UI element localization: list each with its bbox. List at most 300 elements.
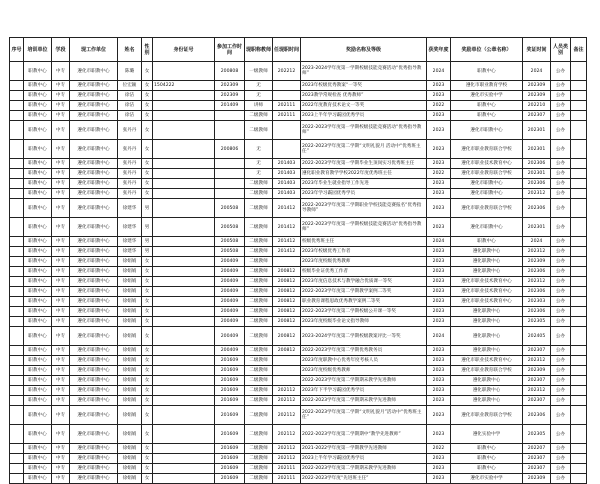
cell-work-unit: 遵化市职教中心 xyxy=(70,327,118,346)
cell-award-issuer: 遵化市职教中心 xyxy=(451,218,523,237)
cell-title: 二级教师 xyxy=(245,386,273,396)
cell-remark xyxy=(571,356,587,366)
cell-training-unit: 职教中心 xyxy=(24,62,52,81)
cell-award-issuer: 职教中心 xyxy=(451,444,523,454)
table-row xyxy=(10,297,587,307)
cell-award-year: 2022 xyxy=(427,444,451,454)
cell-staff-type: 公办 xyxy=(551,257,571,267)
header-award-name: 奖励名称及等级 xyxy=(301,38,427,62)
cell-id-number xyxy=(153,474,215,484)
cell-stage: 中专 xyxy=(52,247,70,257)
cell-cert-date: 202301 xyxy=(523,140,551,159)
cell-remark xyxy=(571,189,587,199)
cell-stage: 中专 xyxy=(52,218,70,237)
cell-award-issuer: 遵化市职教中心 xyxy=(451,121,523,140)
cell-gender: 男 xyxy=(142,247,153,257)
cell-title-date xyxy=(273,91,301,101)
cell-id-number: 1504222 xyxy=(153,81,215,91)
cell-title-date: 202112 xyxy=(273,406,301,425)
cell-remark xyxy=(571,454,587,464)
cell-id-number xyxy=(153,327,215,346)
header-gender: 性别 xyxy=(142,38,153,62)
cell-title-date: 201403 xyxy=(273,169,301,179)
cell-training-unit: 职教中心 xyxy=(24,111,52,121)
cell-training-unit: 职教中心 xyxy=(24,454,52,464)
table-row xyxy=(10,179,587,189)
cell-id-number xyxy=(153,444,215,454)
cell-title: 二级教师 xyxy=(245,454,273,464)
cell-award-issuer: 遵化市职业技术教育中心 xyxy=(451,159,523,169)
cell-cert-date: 202306 xyxy=(523,199,551,218)
cell-id-number xyxy=(153,140,215,159)
cell-award-name: 校级毕业证优秀工作者 xyxy=(301,267,427,277)
cell-award-year: 2023 xyxy=(427,179,451,189)
cell-id-number xyxy=(153,406,215,425)
cell-training-unit: 职教中心 xyxy=(24,406,52,425)
cell-id-number xyxy=(153,62,215,81)
header-remark: 备注 xyxy=(571,38,587,62)
cell-cert-date: 202306 xyxy=(523,267,551,277)
cell-cert-date: 2024 xyxy=(523,62,551,81)
cell-staff-type: 公办 xyxy=(551,356,571,366)
cell-work-unit: 遵化市职教中心 xyxy=(70,121,118,140)
cell-title-date xyxy=(273,376,301,386)
table-row xyxy=(10,267,587,277)
cell-award-name: 2022-2023学年度第一学期校级技能竞赛活动“优秀指导教师” xyxy=(301,218,427,237)
cell-award-issuer: 遵化市职业教育联合学校 xyxy=(451,406,523,425)
cell-start-date: 201609 xyxy=(215,464,245,474)
header-training-unit: 培训单位 xyxy=(24,38,52,62)
cell-award-year: 2022 xyxy=(427,101,451,111)
cell-cert-date: 202312 xyxy=(523,247,551,257)
cell-cert-date: 202306 xyxy=(523,287,551,297)
cell-name: 徐建华 xyxy=(118,199,142,218)
cell-start-date xyxy=(215,159,245,169)
cell-seq xyxy=(10,346,24,356)
cell-name: 徐娟娟 xyxy=(118,356,142,366)
cell-seq xyxy=(10,396,24,406)
cell-title-date: 201403 xyxy=(273,159,301,169)
cell-id-number xyxy=(153,297,215,307)
cell-staff-type: 公办 xyxy=(551,159,571,169)
cell-id-number xyxy=(153,346,215,356)
table-row xyxy=(10,237,587,247)
cell-award-name: 2023年度校级毕业论文指导教师 xyxy=(301,317,427,327)
cell-stage: 中专 xyxy=(52,111,70,121)
cell-title: 二级教师 xyxy=(245,317,273,327)
table-row xyxy=(10,307,587,317)
cell-staff-type: 公办 xyxy=(551,237,571,247)
cell-award-issuer: 遵化市职业教育联合学校 xyxy=(451,169,523,179)
cell-gender: 女 xyxy=(142,179,153,189)
cell-award-year: 2023 xyxy=(427,189,451,199)
cell-stage: 中专 xyxy=(52,237,70,247)
cell-start-date: 202309 xyxy=(215,91,245,101)
cell-remark xyxy=(571,317,587,327)
cell-title: 一级教师 xyxy=(245,62,273,81)
cell-stage: 中专 xyxy=(52,346,70,356)
cell-title: 二级教师 xyxy=(245,237,273,247)
cell-title-date: 201412 xyxy=(273,247,301,257)
cell-work-unit: 遵化市职教中心 xyxy=(70,179,118,189)
cell-cert-date: 2024 xyxy=(523,237,551,247)
cell-title: 二级教师 xyxy=(245,189,273,199)
cell-award-year: 2023 xyxy=(427,346,451,356)
cell-stage: 中专 xyxy=(52,159,70,169)
cell-id-number xyxy=(153,356,215,366)
cell-name: 徐建华 xyxy=(118,237,142,247)
table-row xyxy=(10,425,587,444)
cell-work-unit: 遵化市职教中心 xyxy=(70,346,118,356)
cell-award-issuer: 遵化市职业技术教育中心 xyxy=(451,297,523,307)
cell-award-year: 2024 xyxy=(427,237,451,247)
cell-title: 二级教师 xyxy=(245,179,273,189)
cell-name: 陈璐 xyxy=(118,62,142,81)
cell-remark xyxy=(571,257,587,267)
cell-training-unit: 职教中心 xyxy=(24,91,52,101)
table-row xyxy=(10,81,587,91)
cell-award-issuer: 遵化市实验中学 xyxy=(451,91,523,101)
cell-award-year: 2023 xyxy=(427,396,451,406)
cell-remark xyxy=(571,91,587,101)
cell-award-year: 2023 xyxy=(427,356,451,366)
cell-start-date: 200409 xyxy=(215,267,245,277)
cell-remark xyxy=(571,267,587,277)
header-row xyxy=(10,38,587,62)
cell-award-name: 职业教育课程思政优秀教学案例二等奖 xyxy=(301,297,427,307)
cell-award-year: 2023 xyxy=(427,91,451,101)
cell-id-number xyxy=(153,169,215,179)
cell-award-year: 2023 xyxy=(427,267,451,277)
cell-award-name: 2023-2024学年度第二学期校级教案评比一等奖 xyxy=(301,327,427,346)
cell-award-issuer: 遵化职教中心 xyxy=(451,257,523,267)
cell-gender: 男 xyxy=(142,199,153,218)
cell-staff-type: 公办 xyxy=(551,474,571,484)
cell-staff-type: 公办 xyxy=(551,307,571,317)
cell-remark xyxy=(571,218,587,237)
cell-award-year: 2023 xyxy=(427,247,451,257)
cell-cert-date: 202307 xyxy=(523,111,551,121)
cell-gender: 女 xyxy=(142,356,153,366)
table-row xyxy=(10,159,587,169)
cell-stage: 中专 xyxy=(52,169,70,179)
cell-start-date: 201609 xyxy=(215,356,245,366)
cell-award-year: 2023 xyxy=(427,464,451,474)
cell-gender: 女 xyxy=(142,189,153,199)
cell-stage: 中专 xyxy=(52,356,70,366)
cell-title: 二级教师 xyxy=(245,425,273,444)
cell-seq xyxy=(10,386,24,396)
cell-gender: 女 xyxy=(142,346,153,356)
cell-award-name: 2022-2023学年度第二学期职业学校技能竞赛报名“优秀指导教师” xyxy=(301,199,427,218)
cell-work-unit: 遵化市职教中心 xyxy=(70,366,118,376)
cell-cert-date: 202309 xyxy=(523,91,551,101)
cell-award-issuer: 遵化市实验中学 xyxy=(451,474,523,484)
cell-title: 无 xyxy=(245,140,273,159)
table-row xyxy=(10,169,587,179)
cell-award-year: 2024 xyxy=(427,327,451,346)
cell-staff-type: 公办 xyxy=(551,376,571,386)
header-title: 现职称教师 xyxy=(245,38,273,62)
cell-award-name: 2023教学常规检查 优秀教师” xyxy=(301,91,427,101)
cell-remark xyxy=(571,101,587,111)
cell-award-issuer: 遵化职教中心 xyxy=(451,307,523,317)
cell-staff-type: 公办 xyxy=(551,346,571,356)
cell-training-unit: 职教中心 xyxy=(24,277,52,287)
cell-award-name: 2022-2023学年度第二学期“文明礼貌月 活动中“优秀班主任” xyxy=(301,140,427,159)
cell-training-unit: 职教中心 xyxy=(24,257,52,267)
cell-award-year: 2023 xyxy=(427,218,451,237)
cell-title-date: 202112 xyxy=(273,425,301,444)
cell-start-date: 200409 xyxy=(215,277,245,287)
cell-gender: 女 xyxy=(142,140,153,159)
cell-staff-type: 公办 xyxy=(551,396,571,406)
table-row xyxy=(10,327,587,346)
cell-work-unit: 遵化市职教中心 xyxy=(70,317,118,327)
cell-id-number xyxy=(153,307,215,317)
cell-start-date: 201609 xyxy=(215,454,245,464)
table-row xyxy=(10,101,587,111)
cell-name: 徐娟娟 xyxy=(118,474,142,484)
cell-staff-type: 公办 xyxy=(551,62,571,81)
spreadsheet-sheet xyxy=(9,37,587,484)
table-row xyxy=(10,91,587,101)
cell-cert-date: 202307 xyxy=(523,376,551,386)
cell-remark xyxy=(571,237,587,247)
table-row xyxy=(10,62,587,81)
cell-stage: 中专 xyxy=(52,317,70,327)
cell-award-year: 2023 xyxy=(427,474,451,484)
cell-work-unit: 遵化市职教中心 xyxy=(70,247,118,257)
cell-award-year: 2023 xyxy=(427,376,451,386)
cell-award-name: 2022-2023学年度第一学期校级技能竞赛活动“优秀指导教师” xyxy=(301,121,427,140)
cell-name: 徐洁 xyxy=(118,91,142,101)
cell-id-number xyxy=(153,317,215,327)
cell-seq xyxy=(10,121,24,140)
cell-id-number xyxy=(153,111,215,121)
cell-remark xyxy=(571,386,587,396)
cell-award-name: 校级优秀班主任 xyxy=(301,237,427,247)
cell-seq xyxy=(10,406,24,425)
cell-training-unit: 职教中心 xyxy=(24,267,52,277)
table-row xyxy=(10,287,587,297)
cell-name: 张丹丹 xyxy=(118,169,142,179)
cell-title-date: 200812 xyxy=(273,346,301,356)
cell-training-unit: 职教中心 xyxy=(24,247,52,257)
cell-training-unit: 职教中心 xyxy=(24,218,52,237)
cell-seq xyxy=(10,257,24,267)
cell-title-date: 202212 xyxy=(273,62,301,81)
cell-title: 无 xyxy=(245,159,273,169)
cell-training-unit: 职教中心 xyxy=(24,307,52,317)
cell-award-name: 2022年度教育技术论文一等奖 xyxy=(301,101,427,111)
cell-title: 二级教师 xyxy=(245,297,273,307)
cell-award-name: 2022-2023学年度第二学期期末教学先进教师 xyxy=(301,376,427,386)
cell-name: 位宏颖 xyxy=(118,81,142,91)
cell-name: 徐建华 xyxy=(118,247,142,257)
cell-work-unit: 遵化市职教中心 xyxy=(70,444,118,454)
table-row xyxy=(10,189,587,199)
cell-stage: 中专 xyxy=(52,277,70,287)
cell-training-unit: 职教中心 xyxy=(24,366,52,376)
header-award-year: 获奖年度 xyxy=(427,38,451,62)
cell-remark xyxy=(571,464,587,474)
cell-start-date xyxy=(215,189,245,199)
header-staff-type: 人员类别 xyxy=(551,38,571,62)
cell-title-date: 200812 xyxy=(273,297,301,307)
cell-gender: 男 xyxy=(142,218,153,237)
cell-training-unit: 职教中心 xyxy=(24,179,52,189)
cell-work-unit: 遵化市职教中心 xyxy=(70,218,118,237)
cell-seq xyxy=(10,62,24,81)
cell-stage: 中专 xyxy=(52,199,70,218)
cell-cert-date: 202301 xyxy=(523,218,551,237)
cell-training-unit: 职教中心 xyxy=(24,81,52,91)
cell-award-issuer: 遵化市职教中心 xyxy=(451,179,523,189)
cell-work-unit: 遵化市职教中心 xyxy=(70,267,118,277)
table-row xyxy=(10,346,587,356)
cell-award-issuer: 职教中心 xyxy=(451,111,523,121)
cell-remark xyxy=(571,111,587,121)
cell-seq xyxy=(10,169,24,179)
cell-remark xyxy=(571,444,587,454)
cell-staff-type: 公办 xyxy=(551,169,571,179)
cell-name: 徐娟娟 xyxy=(118,267,142,277)
table-row xyxy=(10,140,587,159)
cell-training-unit: 职教中心 xyxy=(24,444,52,454)
cell-award-year: 2023 xyxy=(427,111,451,121)
cell-remark xyxy=(571,81,587,91)
cell-title-date: 201403 xyxy=(273,189,301,199)
table-row xyxy=(10,121,587,140)
cell-name: 张丹丹 xyxy=(118,121,142,140)
cell-cert-date: 202301 xyxy=(523,169,551,179)
cell-award-name: 2022-2023学年度第二学期校级公开课一等奖 xyxy=(301,307,427,317)
cell-training-unit: 职教中心 xyxy=(24,189,52,199)
cell-seq xyxy=(10,444,24,454)
cell-title-date: 202112 xyxy=(273,396,301,406)
cell-cert-date: 202305 xyxy=(523,317,551,327)
cell-remark xyxy=(571,474,587,484)
cell-title-date: 200812 xyxy=(273,287,301,297)
cell-award-year: 2023 xyxy=(427,317,451,327)
cell-title: 二级教师 xyxy=(245,111,273,121)
table-row xyxy=(10,386,587,396)
cell-award-name: 遵化职业教育教学学校2022年度优秀班主任 xyxy=(301,169,427,179)
table-row xyxy=(10,474,587,484)
cell-start-date: 200409 xyxy=(215,257,245,267)
cell-start-date: 201609 xyxy=(215,396,245,406)
cell-award-year: 2023 xyxy=(427,386,451,396)
cell-remark xyxy=(571,396,587,406)
cell-award-year: 2023 xyxy=(427,297,451,307)
cell-gender: 男 xyxy=(142,237,153,247)
cell-stage: 中专 xyxy=(52,464,70,474)
cell-staff-type: 公办 xyxy=(551,267,571,277)
cell-award-year: 2023 xyxy=(427,81,451,91)
cell-stage: 中专 xyxy=(52,91,70,101)
cell-id-number xyxy=(153,159,215,169)
cell-gender: 女 xyxy=(142,386,153,396)
cell-gender: 女 xyxy=(142,327,153,346)
cell-name: 徐洁 xyxy=(118,111,142,121)
cell-start-date: 200806 xyxy=(215,140,245,159)
cell-award-year: 2023 xyxy=(427,140,451,159)
cell-gender: 女 xyxy=(142,425,153,444)
cell-award-year: 2023 xyxy=(427,121,451,140)
cell-gender: 女 xyxy=(142,287,153,297)
cell-stage: 中专 xyxy=(52,307,70,317)
cell-title-date: 200812 xyxy=(273,267,301,277)
table-row xyxy=(10,317,587,327)
cell-title: 二级教师 xyxy=(245,464,273,474)
cell-award-name: 2023年度信息技术与教学融合优质课一等奖 xyxy=(301,277,427,287)
cell-seq xyxy=(10,111,24,121)
cell-seq xyxy=(10,247,24,257)
cell-award-issuer: 遵化市职业技术教育中心 xyxy=(451,287,523,297)
cell-award-name: 2022-2023学年度“先进班主任” xyxy=(301,474,427,484)
cell-seq xyxy=(10,474,24,484)
cell-award-name: 2022-2023学年度第二学期期中“教学先进教师” xyxy=(301,425,427,444)
cell-work-unit: 遵化市职教中心 xyxy=(70,81,118,91)
cell-seq xyxy=(10,179,24,189)
cell-gender: 女 xyxy=(142,474,153,484)
cell-title: 二级教师 xyxy=(245,267,273,277)
cell-seq xyxy=(10,140,24,159)
cell-work-unit: 遵化市职教中心 xyxy=(70,62,118,81)
cell-training-unit: 职教中心 xyxy=(24,356,52,366)
cell-title-date: 201412 xyxy=(273,237,301,247)
cell-gender: 女 xyxy=(142,159,153,169)
cell-title: 二级教师 xyxy=(245,356,273,366)
cell-seq xyxy=(10,376,24,386)
cell-cert-date: 202309 xyxy=(523,81,551,91)
cell-gender: 女 xyxy=(142,366,153,376)
cell-start-date: 200409 xyxy=(215,287,245,297)
cell-award-name: 2023年度校级优秀教师 xyxy=(301,366,427,376)
cell-gender: 女 xyxy=(142,101,153,111)
cell-training-unit: 职教中心 xyxy=(24,346,52,356)
cell-training-unit: 职教中心 xyxy=(24,297,52,307)
cell-name: 徐娟娟 xyxy=(118,444,142,454)
cell-cert-date: 202312 xyxy=(523,386,551,396)
cell-stage: 中专 xyxy=(52,366,70,376)
table-row xyxy=(10,396,587,406)
cell-stage: 中专 xyxy=(52,454,70,464)
cell-title-date: 201412 xyxy=(273,199,301,218)
cell-stage: 中专 xyxy=(52,81,70,91)
cell-award-name: 2023年学习霸园优秀学员 xyxy=(301,189,427,199)
cell-start-date xyxy=(215,169,245,179)
cell-award-issuer: 遵化市职业教育联合学校 xyxy=(451,199,523,218)
cell-title-date: 202112 xyxy=(273,444,301,454)
table-row xyxy=(10,406,587,425)
cell-title-date: 201412 xyxy=(273,218,301,237)
cell-work-unit: 遵化市职教中心 xyxy=(70,297,118,307)
cell-work-unit: 遵化市职教中心 xyxy=(70,189,118,199)
cell-title: 讲师 xyxy=(245,101,273,111)
cell-name: 徐娟娟 xyxy=(118,346,142,356)
table-row xyxy=(10,277,587,287)
cell-training-unit: 职教中心 xyxy=(24,101,52,111)
cell-start-date: 200508 xyxy=(215,218,245,237)
cell-staff-type: 公办 xyxy=(551,101,571,111)
cell-training-unit: 职教中心 xyxy=(24,159,52,169)
table-row xyxy=(10,464,587,474)
cell-start-date: 201609 xyxy=(215,474,245,484)
cell-gender: 女 xyxy=(142,307,153,317)
cell-award-issuer: 遵化实验中学 xyxy=(451,425,523,444)
